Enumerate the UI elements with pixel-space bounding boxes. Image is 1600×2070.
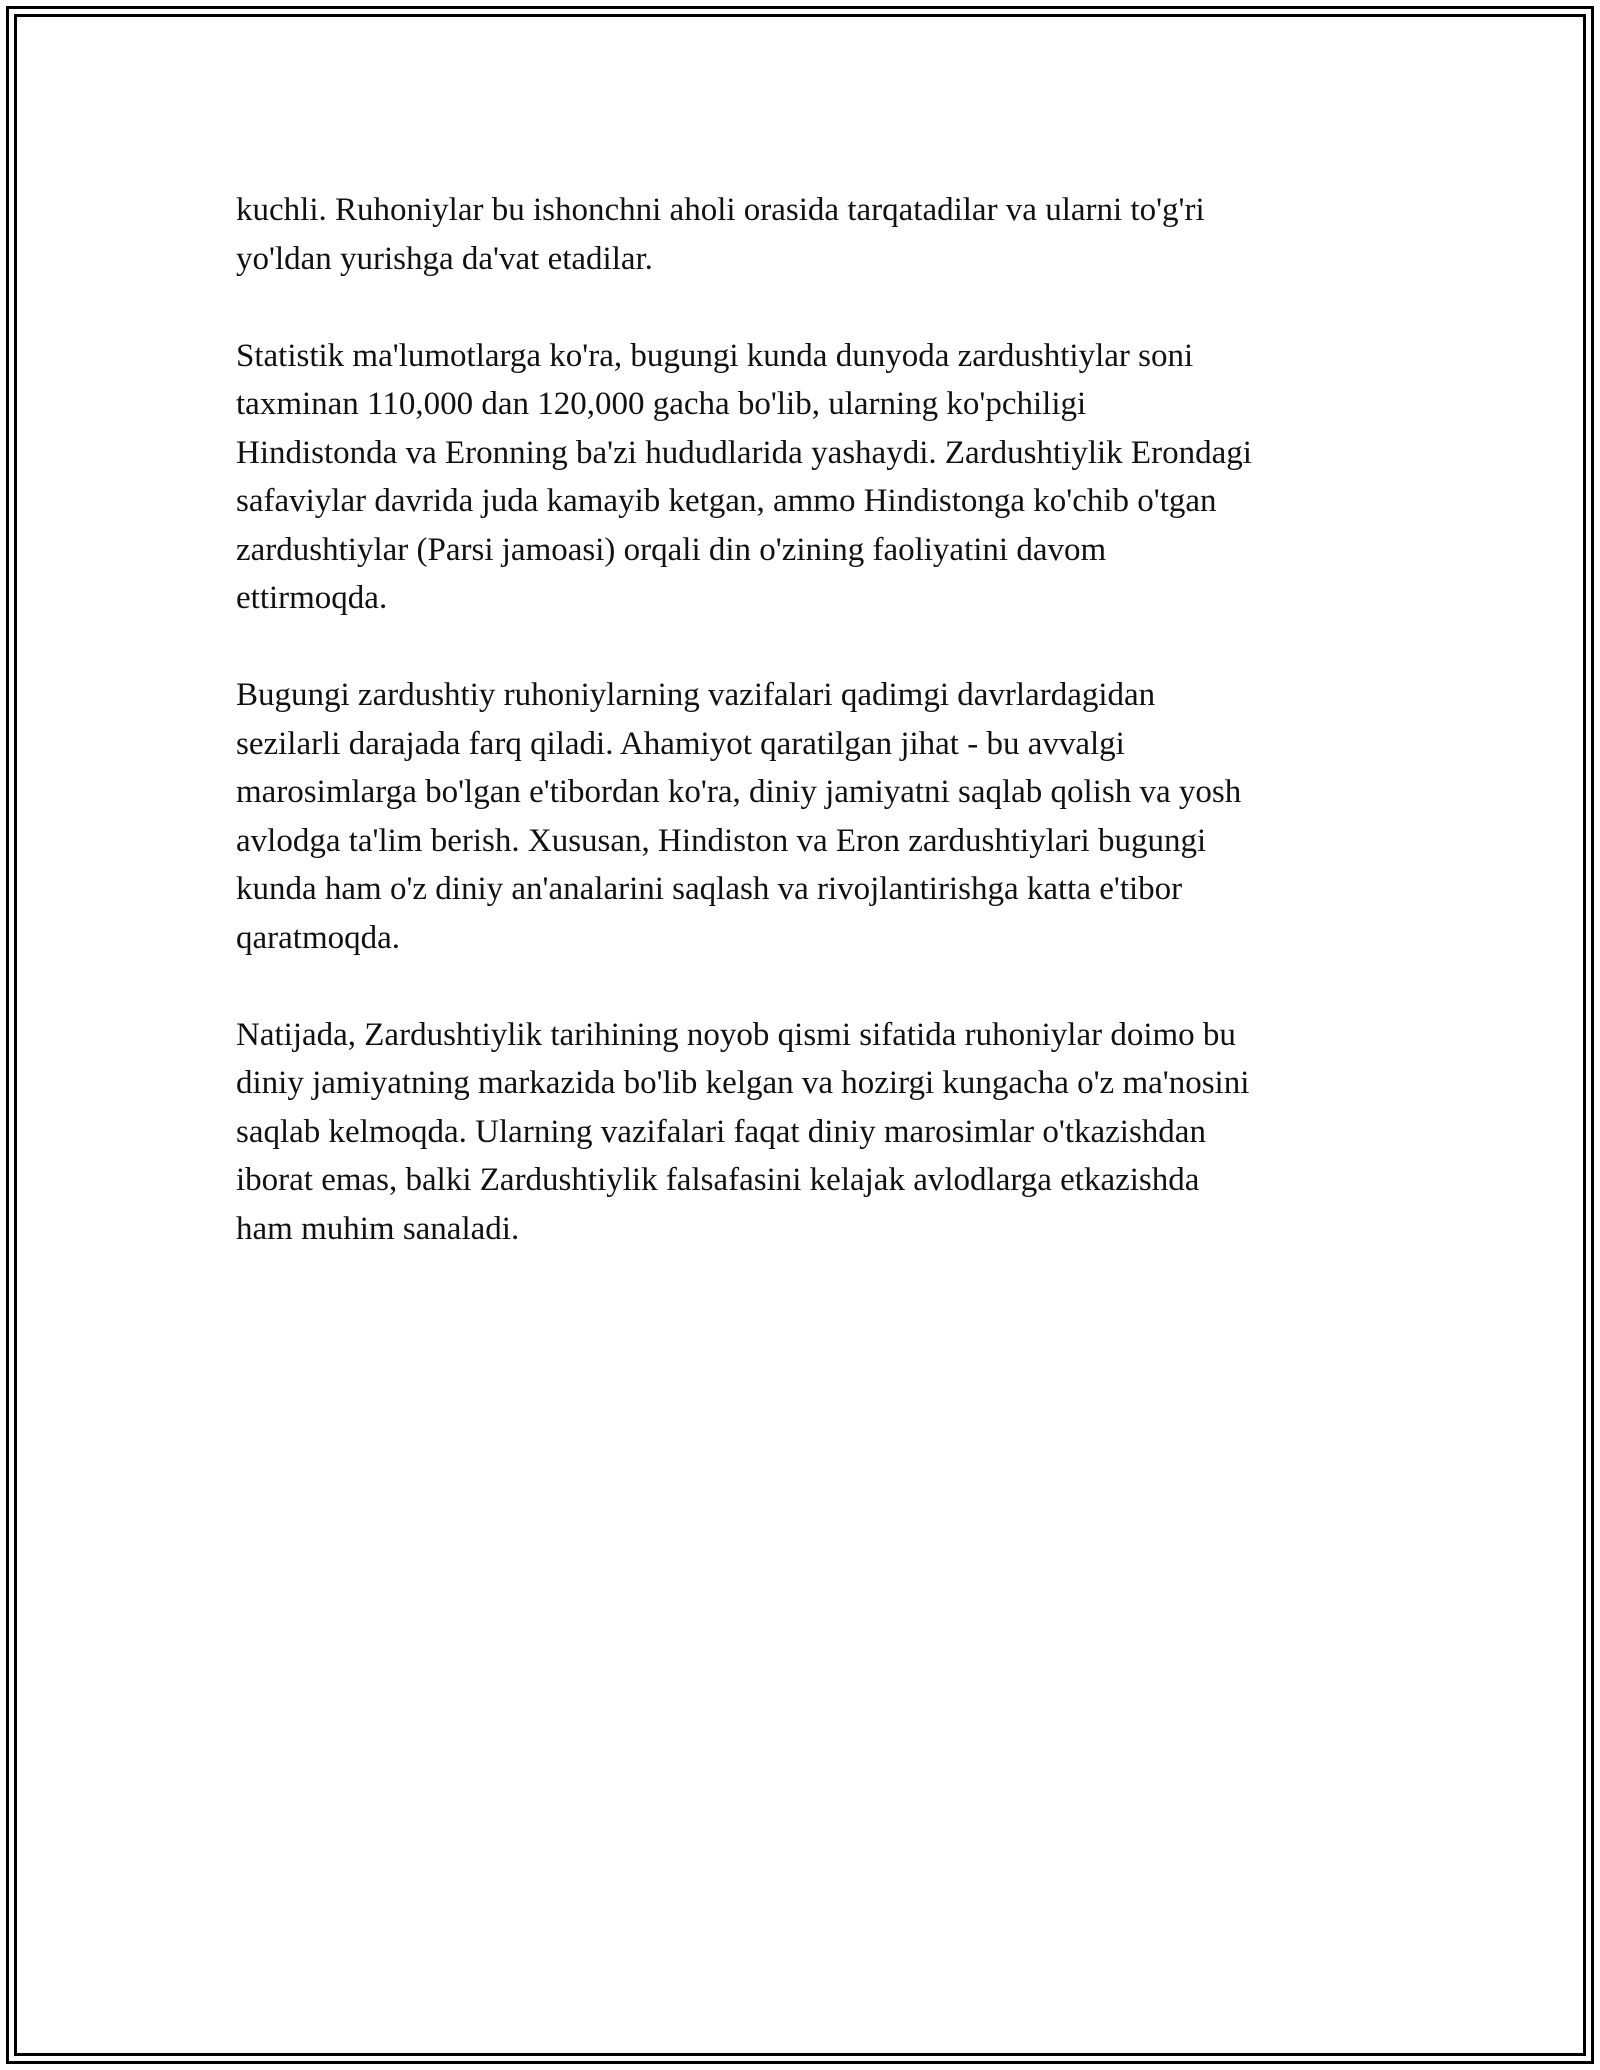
- paragraph: [236, 671, 1376, 962]
- text-line: Bugungi zardushtiy ruhoniylarning vazifalari qadimgi davrlardagidan: [236, 677, 1156, 713]
- paragraph: [236, 186, 1376, 283]
- text-line: Statistik ma'lumotlarga ko'ra, bugungi kunda dunyoda zardushtiylar soni: [236, 337, 1194, 374]
- text-line: ettirmoqda.: [236, 580, 388, 616]
- text-line: qaratmoqda.: [236, 919, 401, 956]
- text-line: yo'ldan yurishga da'vat etadilar.: [236, 240, 653, 277]
- text-line: taxminan 110,000 dan 120,000 gacha bo'lib, ularning ko'pchiligi: [236, 386, 1087, 422]
- text-line: diniy jamiyatning markazida bo'lib kelgan va hozirgi kungacha o'z ma'nosini: [236, 1065, 1250, 1101]
- paragraph: [236, 1011, 1376, 1254]
- text-line: avlodga ta'lim berish. Xususan, Hindiston va Eron zardushtiylari bugungi: [236, 822, 1207, 859]
- text-line: sezilarli darajada farq qiladi. Ahamiyot qaratilgan jihat - bu avvalgi: [236, 725, 1125, 762]
- text-line: iborat emas, balki Zardushtiylik falsafasini kelajak avlodlarga etkazishda: [236, 1162, 1200, 1198]
- text-line: Natijada, Zardushtiylik tarihining noyob qismi sifatida ruhoniylar doimo bu: [236, 1016, 1236, 1053]
- text-line: Hindistonda va Eronning ba'zi hududlarida yashaydi. Zardushtiylik Erondagi: [236, 434, 1252, 471]
- document-body: [236, 186, 1376, 1302]
- text-line: saqlab kelmoqda. Ularning vazifalari faqat diniy marosimlar o'tkazishdan: [236, 1113, 1206, 1150]
- text-line: zardushtiylar (Parsi jamoasi) orqali din o'zining faoliyatini davom: [236, 531, 1107, 568]
- text-line: marosimlarga bo'lgan e'tibordan ko'ra, diniy jamiyatni saqlab qolish va yosh: [236, 774, 1242, 810]
- text-line: kunda ham o'z diniy an'analarini saqlash va rivojlantirishga katta e'tibor: [236, 871, 1183, 907]
- text-line: safaviylar davrida juda kamayib ketgan, ammo Hindistonga ko'chib o'tgan: [236, 483, 1217, 519]
- text-line: kuchli. Ruhoniylar bu ishonchni aholi orasida tarqatadilar va ularni to'g'ri: [236, 192, 1205, 228]
- paragraph: [236, 332, 1376, 623]
- text-line: ham muhim sanaladi.: [236, 1210, 520, 1247]
